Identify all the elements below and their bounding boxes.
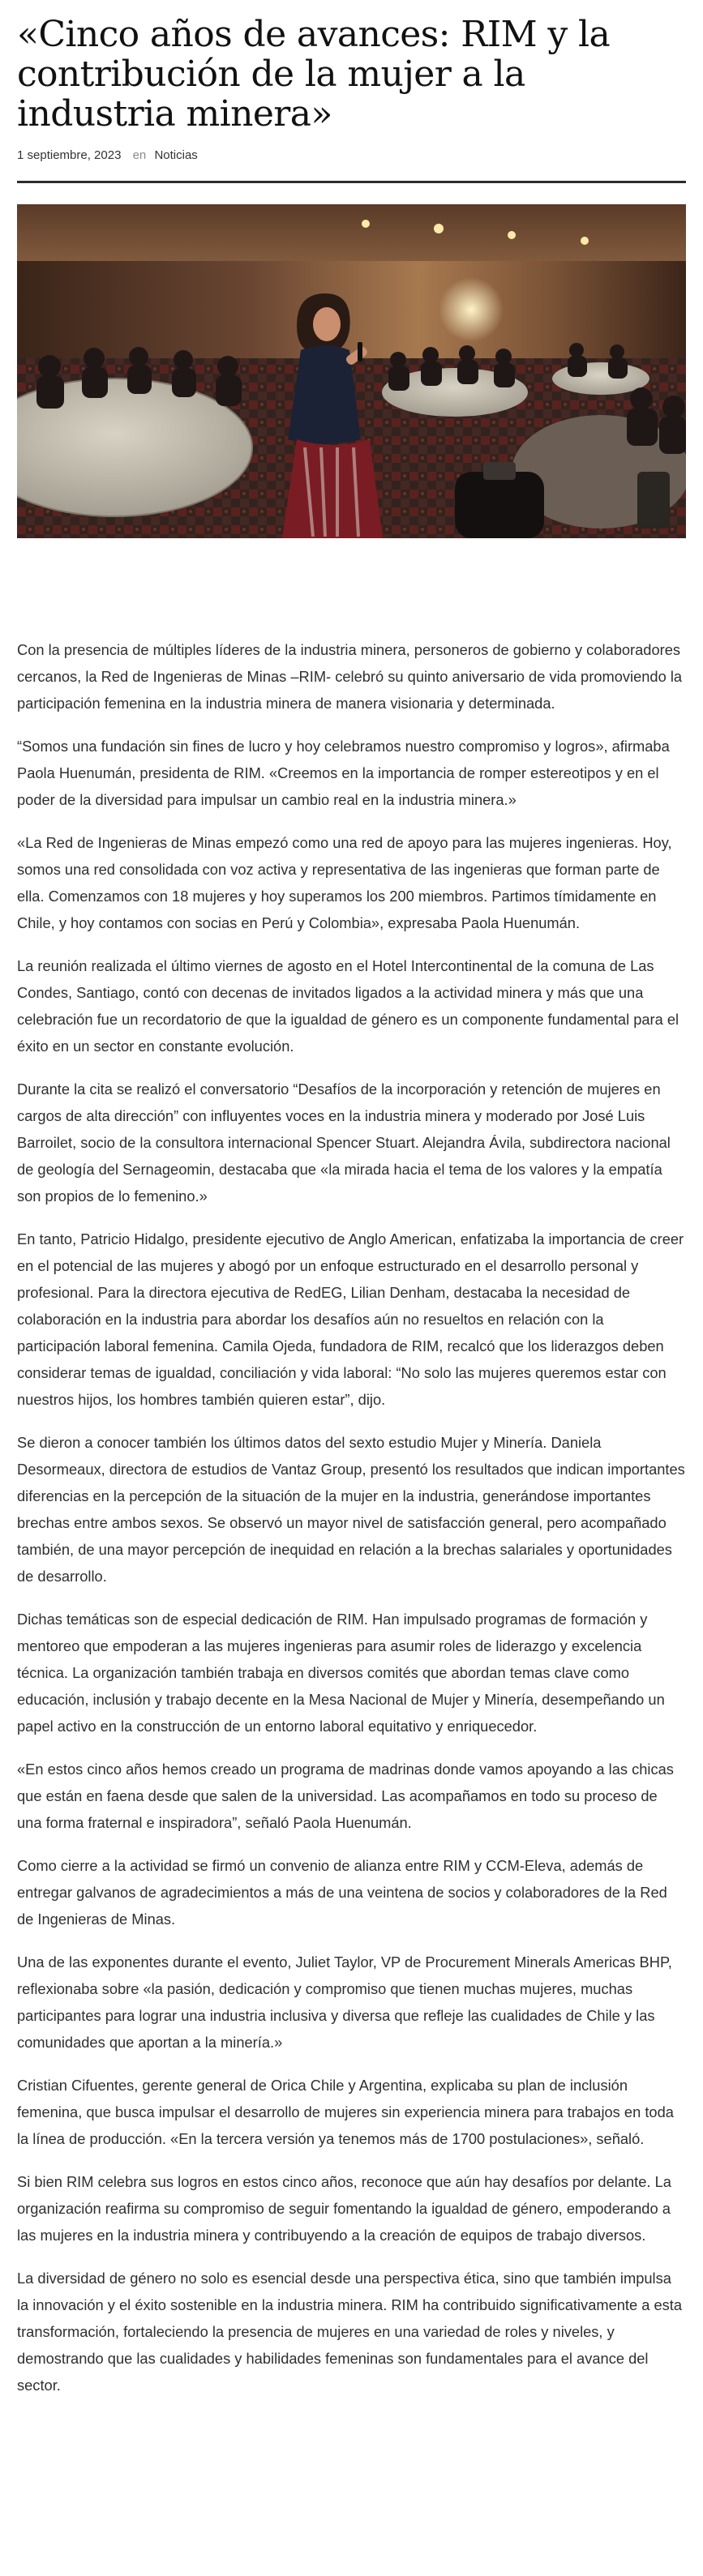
article-body (17, 636, 686, 2415)
wall-light-glow (439, 277, 504, 342)
water-pitcher (637, 472, 670, 528)
featured-image (17, 204, 686, 538)
category-link[interactable]: Noticias (154, 148, 198, 162)
category-prefix: en (132, 148, 147, 162)
article-paragraph: Como cierre a la actividad se firmó un convenio de alianza entre RIM y CCM-Eleva, además de entregar galvanos de agradecimientos a más de una veintena de socios y colaboradores de la Red de Ingenieras de Minas. (17, 1857, 667, 1928)
post-meta (17, 148, 198, 162)
article-paragraph: La diversidad de género no solo es esencial desde una perspectiva ética, sino que también impulsa la innovación y el éxito sostenible en la industria minera. RIM ha contribuido significativamente a esta transformación, fortaleciendo la presencia de mujeres en una variedad de roles y niveles, y demostrando que las cualidades y habilidades femeninas son fundamentales para el avance del sector. (17, 2270, 683, 2394)
article-paragraph: “Somos una fundación sin fines de lucro y hoy celebramos nuestro compromiso y logros», afirmaba Paola Huenumán, presidenta de RIM. «Creemos en la importancia de romper estereotipos y en el poder de la diversidad para impulsar un cambio real en la industria minera.» (17, 738, 670, 808)
post-date: 1 septiembre, 2023 (17, 148, 122, 162)
article-paragraph: Se dieron a conocer también los últimos datos del sexto estudio Mujer y Minería. Daniela Desormeaux, directora de estudios de Vantaz Group, presentó los resultados que indican importantes diferencias en la percepción de la situación de la mujer en la industria, generándose importantes brechas entre ambos sexos. Se observó un mayor nivel de satisfacción general, pero acompañado también, de una mayor percepción de inequidad en relación a la brechas salariales y oportunidades de desarrollo. (17, 1434, 685, 1585)
article-title: «Cinco años de avances: RIM y la contribución de la mujer a la industria minera» (17, 14, 611, 135)
article-paragraph: Dichas temáticas son de especial dedicación de RIM. Han impulsado programas de formación y mentoreo que empoderan a las mujeres ingenieras para asumir roles de liderazgo y excelencia técnica. La organización también trabaja en diversos comités que abordan temas clave como educación, inclusión y trabajo decente en la Mesa Nacional de Mujer y Minería, desempeñando un papel activo en la construcción de un entorno laboral equitativo y enriquecedor. (17, 1611, 665, 1735)
ceiling-light (362, 220, 370, 228)
article-paragraph: Cristian Cifuentes, gerente general de Orica Chile y Argentina, explicaba su plan de inclusión femenina, que busca impulsar el desarrollo de mujeres sin experiencia minera para trabajos en toda la línea de producción. «En la tercera versión ya tenemos más de 1700 postulaciones», señaló. (17, 2077, 674, 2147)
ceiling-light (508, 231, 516, 239)
article-paragraph: Una de las exponentes durante el evento, Juliet Taylor, VP de Procurement Minerals Americas BHP, reflexionaba sobre «la pasión, dedicación y compromiso que tienen muchas mujeres, muchas participantes para lograr una industria inclusiva y diversa que refleje las cualidades de Chile y las comunidades que aportan a la minería.» (17, 1953, 672, 2051)
article-paragraph: «En estos cinco años hemos creado un programa de madrinas donde vamos apoyando a las chicas que están en faena desde que salen de la universidad. Las acompañamos en todo su proceso de una forma fraternal e inspiradora”, señaló Paola Huenumán. (17, 1761, 674, 1831)
ceiling-light (434, 224, 444, 233)
foreground-chair (455, 472, 544, 538)
ceiling-light (581, 237, 589, 245)
foreground-object (483, 462, 516, 480)
article-paragraph: «La Red de Ingenieras de Minas empezó como una red de apoyo para las mujeres ingenieras. Hoy, somos una red consolidada con voz activa y representativa de las ingenieras que forman parte de ella. Comenzamos con 18 mujeres y hoy superamos los 200 miembros. Partimos tímidamente en Chile, y hoy contamos con socias en Perú y Colombia», expresaba Paola Huenumán. (17, 834, 672, 931)
article-paragraph: La reunión realizada el último viernes de agosto en el Hotel Intercontinental de la comuna de Las Condes, Santiago, contó con decenas de invitados ligados a la actividad minera y más que una celebración fue un recordatorio de que la igualdad de género es un componente fundamental para el éxito en un sector en constante evolución. (17, 957, 679, 1055)
article-paragraph: Con la presencia de múltiples líderes de la industria minera, personeros de gobierno y colaboradores cercanos, la Red de Ingenieras de Minas –RIM- celebró su quinto aniversario de vida promoviendo la participación femenina en la industria minera de manera visionaria y determinada. (17, 641, 683, 712)
title-divider (17, 181, 686, 183)
article-paragraph: Si bien RIM celebra sus logros en estos cinco años, reconoce que aún hay desafíos por delante. La organización reafirma su compromiso de seguir fomentando la igualdad de género, empoderando a las mujeres en la industria minera y contribuyendo a la creación de equipos de trabajo diversos. (17, 2173, 671, 2244)
microphone-icon (358, 342, 362, 362)
article-paragraph: En tanto, Patricio Hidalgo, presidente ejecutivo de Anglo American, enfatizaba la importancia de creer en el potencial de las mujeres y abogó por un enfoque estructurado en el desarrollo personal y profesional. Para la directora ejecutiva de RedEG, Lilian Denham, destacaba la necesidad de colaboración en la industria para abordar los desafíos aún no resueltos en relación con la participación laboral femenina. Camila Ojeda, fundadora de RIM, recalcó que los liderazgos deben considerar temas de igualdad, conciliación y vida laboral: “No solo las mujeres queremos estar con nuestros hijos, los hombres también quieren estar”, dijo. (17, 1230, 684, 1408)
article-paragraph: Durante la cita se realizó el conversatorio “Desafíos de la incorporación y retención de mujeres en cargos de alta dirección” con influyentes voces en la industria minera y moderado por José Luis Barroilet, socio de la consultora internacional Spencer Stuart. Alejandra Ávila, subdirectora nacional de geología del Sernageomin, destacaba que «la mirada hacia el tema de los valores y la empatía son propios de lo femenino.» (17, 1080, 671, 1205)
